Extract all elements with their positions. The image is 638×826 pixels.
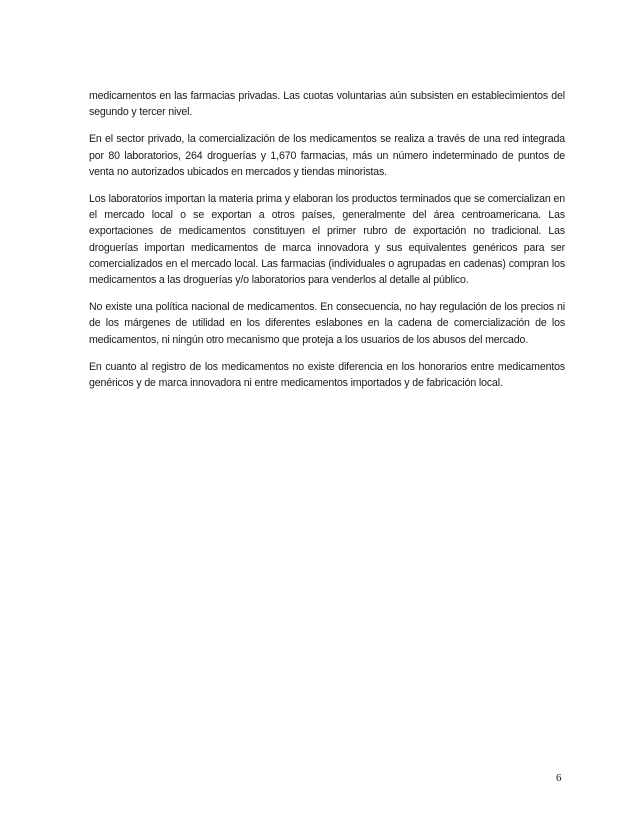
body-text — [89, 88, 565, 402]
paragraph-3: Los laboratorios importan la materia prima y elaboran los productos terminados que se comercializan en el mercado local o se exportan a otros países, generalmente del área centroamericana. Las exportaciones de medicamentos constituyen el primer rubro de exportación no tradicional. Las droguerías importan medicamentos de marca innovadora y sus equivalentes genéricos para ser comercializados en el mercado local. Las farmacias (individuales o agrupadas en cadenas) compran los medicamentos a las droguerías y/o laboratorios para venderlos al detalle al público. — [89, 193, 565, 287]
paragraph-1: medicamentos en las farmacias privadas. Las cuotas voluntarias aún subsisten en establecimientos del segundo y tercer nivel. — [89, 90, 565, 119]
paragraph-2: En el sector privado, la comercialización de los medicamentos se realiza a través de una red integrada por 80 laboratorios, 264 droguerías y 1,670 farmacias, más un número indeterminado de puntos de venta no autorizados ubicados en mercados y tiendas minoristas. — [89, 133, 565, 178]
page-number: 6 — [556, 772, 562, 784]
paragraph-4: No existe una política nacional de medicamentos. En consecuencia, no hay regulación de los precios ni de los márgenes de utilidad en los diferentes eslabones en la cadena de comercialización de los medicamentos, ni ningún otro mecanismo que proteja a los usuarios de los abusos del mercado. — [89, 301, 565, 346]
paragraph-5: En cuanto al registro de los medicamentos no existe diferencia en los honorarios entre medicamentos genéricos y de marca innovadora ni entre medicamentos importados y de fabricación local. — [89, 360, 565, 390]
